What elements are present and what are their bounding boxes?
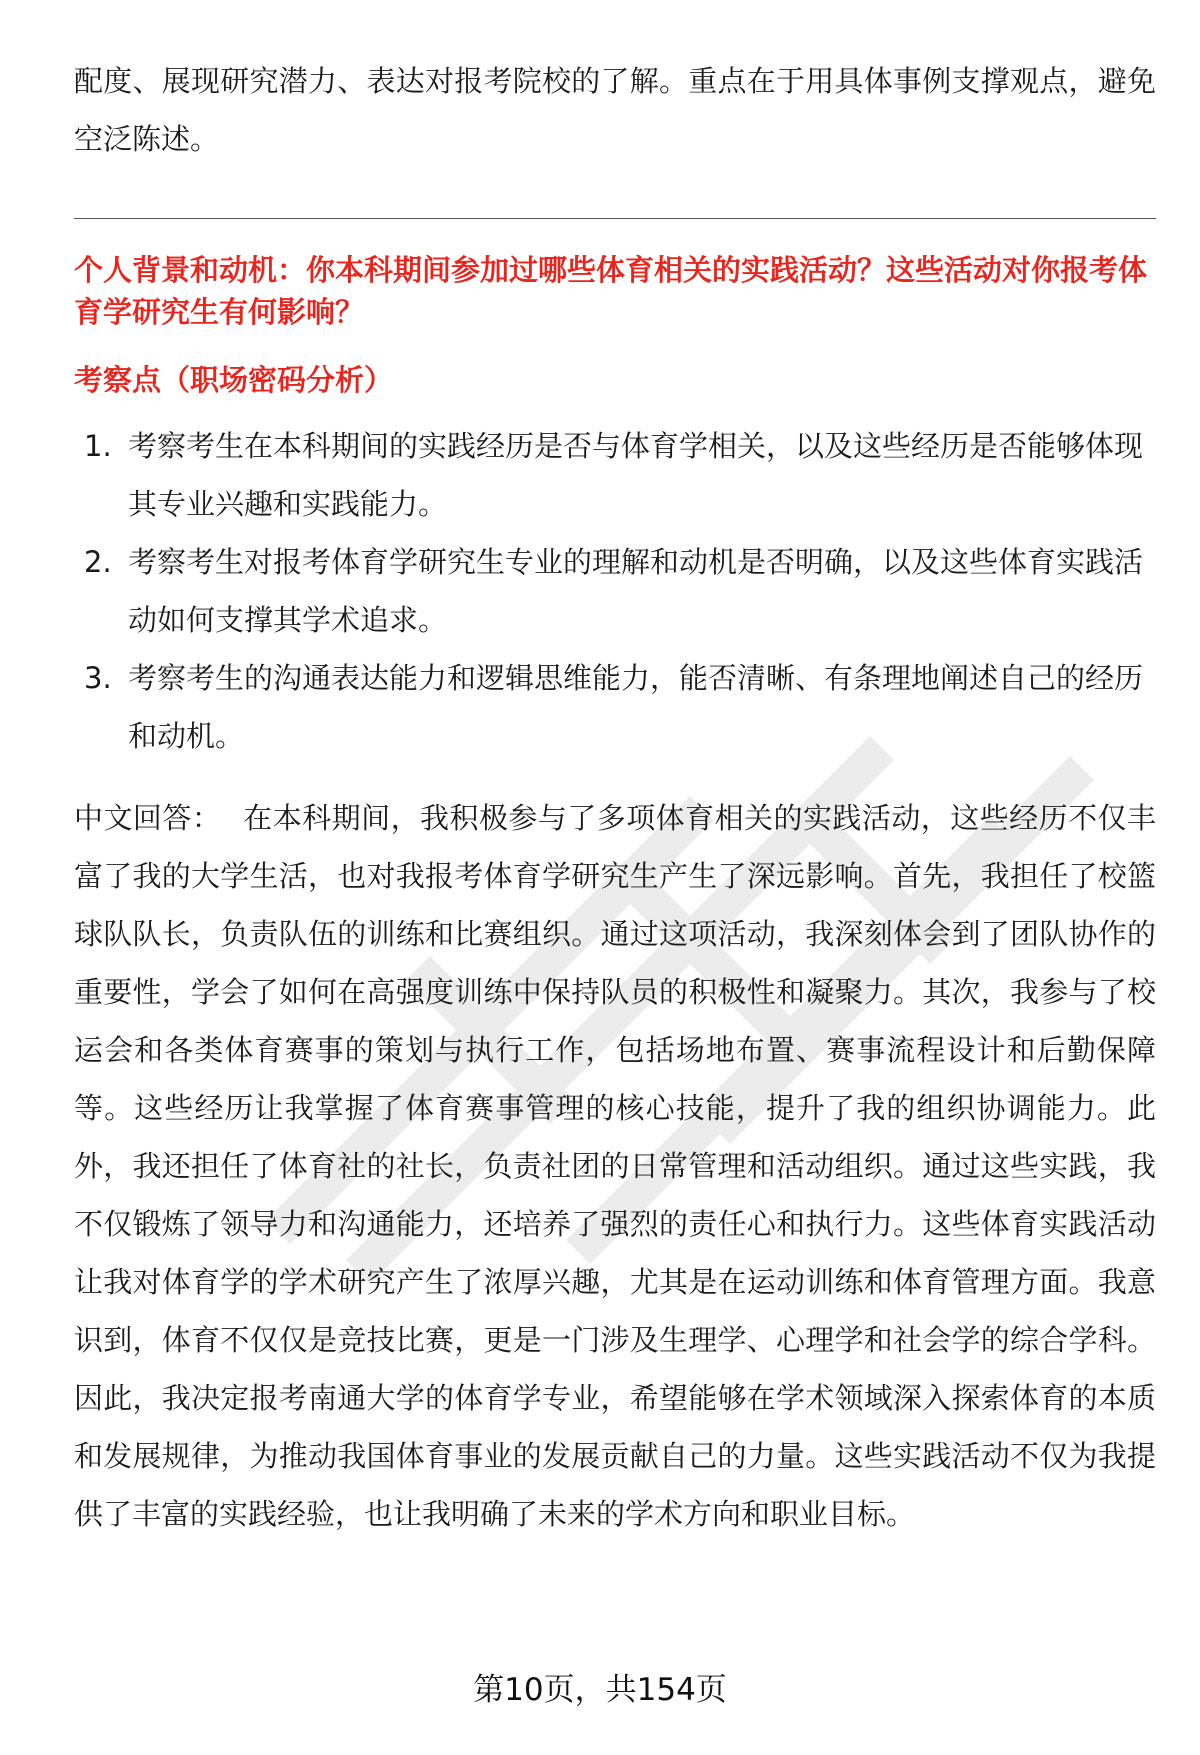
- list-item: [74, 417, 1156, 533]
- question-heading: 个人背景和动机：你本科期间参加过哪些体育相关的实践活动？这些活动对你报考体育学研究生有何影响？: [74, 253, 1148, 329]
- list-item: [74, 649, 1156, 765]
- list-item-text: 考察考生对报考体育学研究生专业的理解和动机是否明确，以及这些体育实践活动如何支撑其学术追求。: [128, 545, 1144, 637]
- list-item-text: 考察考生的沟通表达能力和逻辑思维能力，能否清晰、有条理地阐述自己的经历和动机。: [128, 661, 1144, 753]
- list-item-number: 2.: [84, 545, 112, 579]
- list-item-number: 1.: [84, 429, 112, 463]
- answer-label: 中文回答：: [74, 801, 222, 835]
- list-item: [74, 533, 1156, 649]
- answer-text: 在本科期间，我积极参与了多项体育相关的实践活动，这些经历不仅丰富了我的大学生活，也对我报考体育学研究生产生了深远影响。首先，我担任了校篮球队队长，负责队伍的训练和比赛组织。通过这项活动，我深刻体会到了团队协作的重要性，学会了如何在高强度训练中保持队员的积极性和凝聚力。其次，我参与了校运会和各类体育赛事的策划与执行工作，包括场地布置、赛事流程设计和后勤保障等。这些经历让我掌握了体育赛事管理的核心技能，提升了我的组织协调能力。此外，我还担任了体育社的社长，负责社团的日常管理和活动组织。通过这些实践，我不仅锻炼了领导力和沟通能力，还培养了强烈的责任心和执行力。这些体育实践活动让我对体育学的学术研究产生了浓厚兴趣，尤其是在运动训练和体育管理方面。我意识到，体育不仅仅是竞技比赛，更是一门涉及生理学、心理学和社会学的综合学科。因此，我决定报考南通大学的体育学专业，希望能够在学术领域深入探索体育的本质和发展规律，为推动我国体育事业的发展贡献自己的力量。这些实践活动不仅为我提供了丰富的实践经验，也让我明确了未来的学术方向和职业目标。: [74, 801, 1156, 1531]
- list-item-text: 考察考生在本科期间的实践经历是否与体育学相关，以及这些经历是否能够体现其专业兴趣和实践能力。: [128, 429, 1144, 521]
- answer-paragraph: [74, 789, 1156, 1543]
- intro-paragraph: 配度、展现研究潜力、表达对报考院校的了解。重点在于用具体事例支撑观点，避免空泛陈述。: [74, 64, 1156, 156]
- list-item-number: 3.: [84, 661, 112, 695]
- page-number-footer: 第10页，共154页: [473, 1672, 727, 1708]
- section-title: 考察点（职场密码分析）: [74, 363, 394, 397]
- page-content: [74, 52, 1156, 1543]
- section-divider: [74, 218, 1156, 219]
- assessment-points-list: [74, 417, 1156, 765]
